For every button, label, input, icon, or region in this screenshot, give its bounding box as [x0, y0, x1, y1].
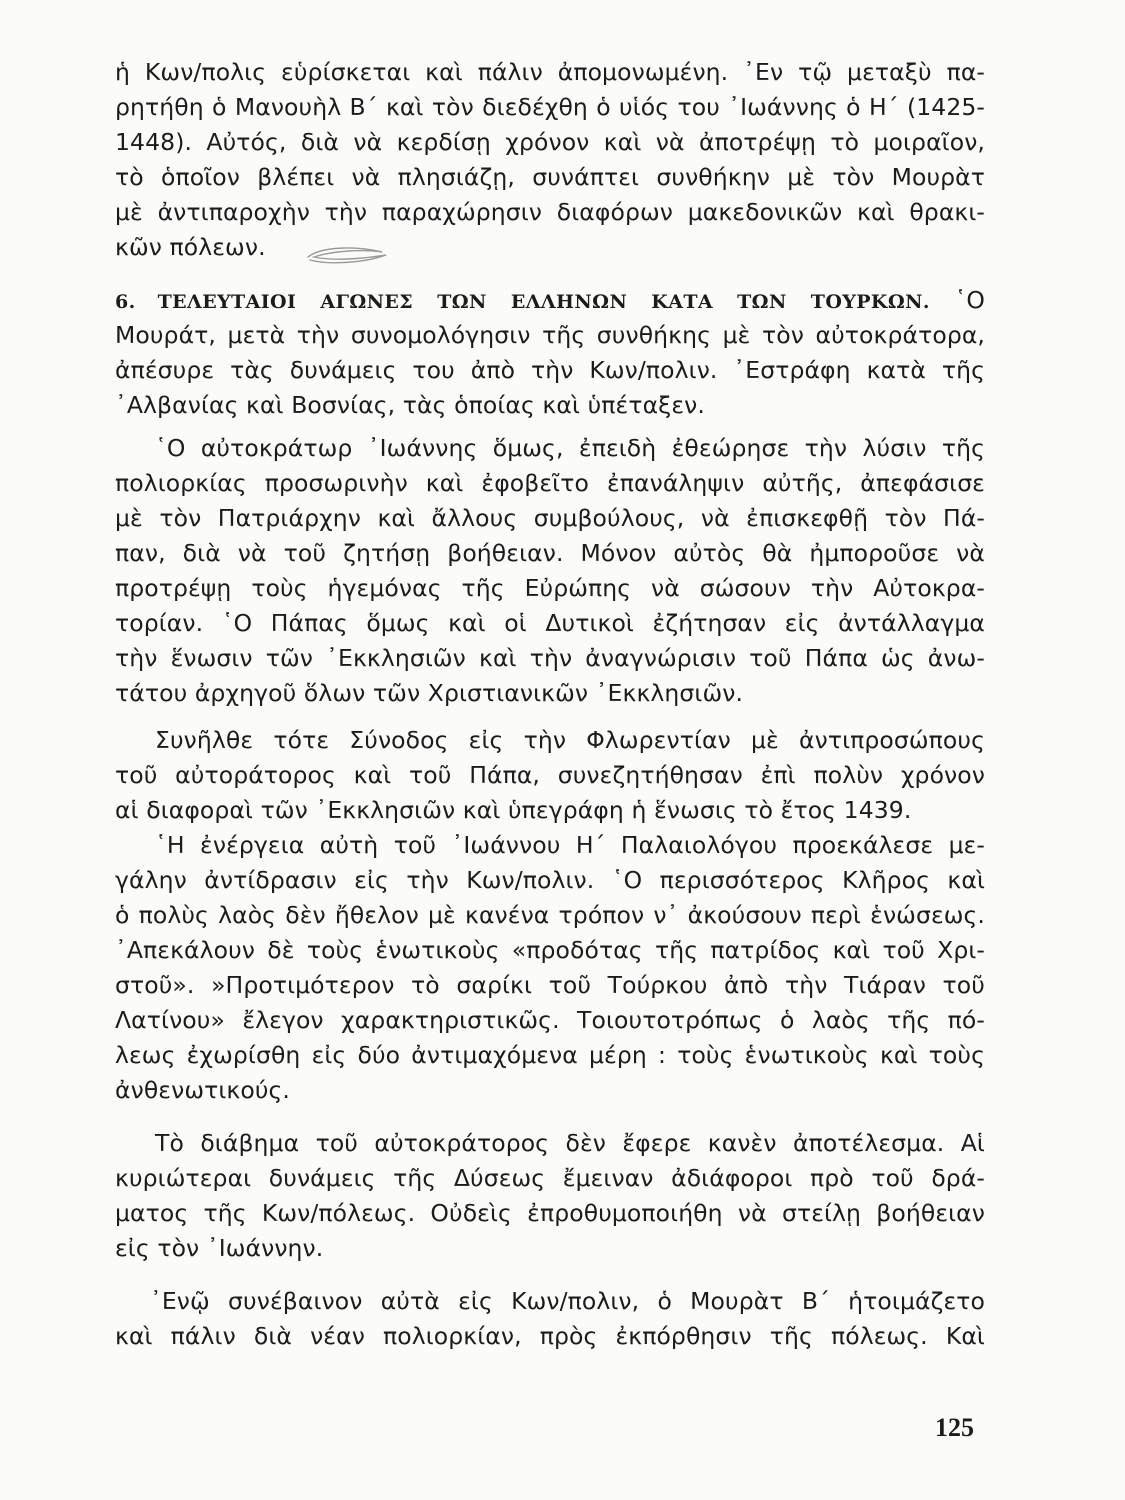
text-line: Λατίνου» ἔλεγον χαρακτηριστικῶς. Τοιουτοτρόπως ὁ λαὸς τῆς πό-: [115, 1006, 985, 1034]
text-line: κυριώτεραι δυνάμεις τῆς Δύσεως ἔμειναν ἀδιάφοροι πρὸ τοῦ δρά-: [115, 1164, 985, 1192]
pen-scribble-mark: [302, 243, 390, 267]
text-line: ᾿Ενῷ συνέβαινον αὐτὰ εἰς Κων/πολιν, ὁ Μουρὰτ Β΄ ἡτοιμάζετο: [150, 1287, 985, 1315]
text-line: τάτου ἀρχηγοῦ ὅλων τῶν Χριστιανικῶν ᾿Εκκλησιῶν.: [115, 679, 744, 707]
text-line: Μουράτ, μετὰ τὴν συνομολόγησιν τῆς συνθήκης μὲ τὸν αὐτοκράτορα,: [115, 321, 985, 349]
text-line: ὁ πολὺς λαὸς δὲν ἤθελον μὲ κανένα τρόπον ν᾿ ἀκούσουν περὶ ἑνώσεως.: [115, 901, 985, 929]
text-line: 1448). Αὐτός, διὰ νὰ κερδίσῃ χρόνον καὶ νὰ ἀποτρέψῃ τὸ μοιραῖον,: [115, 128, 985, 156]
text-line: πολιορκίας προσωρινὴν καὶ ἐφοβεῖτο ἐπανάληψιν αὐτῆς, ἀπεφάσισε: [115, 469, 985, 497]
section-heading-continuation: ῾Ο: [954, 286, 986, 314]
text-line: λεως ἐχωρίσθη εἰς δύο ἀντιμαχόμενα μέρη : τοὺς ἑνωτικοὺς καὶ τοὺς: [115, 1041, 985, 1069]
text-line: καὶ πάλιν διὰ νέαν πολιορκίαν, πρὸς ἐκπόρθησιν τῆς πόλεως. Καὶ: [115, 1322, 985, 1350]
text-line: προτρέψῃ τοὺς ἡγεμόνας τῆς Εὐρώπης νὰ σώσουν τὴν Αὐτοκρα-: [115, 574, 985, 602]
section-heading: [115, 283, 985, 318]
text-line: ρητήθη ὁ Μανουὴλ Β΄ καὶ τὸν διεδέχθη ὁ υἱός του ᾿Ιωάννης ὁ Η΄ (1425-: [115, 93, 985, 121]
text-line: ἡ Κων/πολις εὑρίσκεται καὶ πάλιν ἀπομονωμένη. ᾿Εν τῷ μεταξὺ πα-: [115, 58, 985, 86]
page-number: 125: [935, 1413, 974, 1442]
text-line: γάλην ἀντίδρασιν εἰς τὴν Κων/πολιν. ῾Ο περισσότερος Κλῆρος καὶ: [115, 866, 985, 894]
text-line: Τὸ διάβημα τοῦ αὐτοκράτορος δὲν ἔφερε κανὲν ἀποτέλεσμα. Αἱ: [155, 1129, 985, 1157]
text-line: τὸ ὁποῖον βλέπει νὰ πλησιάζῃ, συνάπτει συνθήκην μὲ τὸν Μουρὰτ: [115, 163, 985, 191]
text-line: αἱ διαφοραὶ τῶν ᾿Εκκλησιῶν καὶ ὑπεγράφη ἡ ἕνωσις τὸ ἔτος 1439.: [115, 796, 912, 824]
text-line: ἀνθενωτικούς.: [115, 1076, 290, 1104]
text-line: ᾿Απεκάλουν δὲ τοὺς ἑνωτικοὺς «προδότας τῆς πατρίδος καὶ τοῦ Χρι-: [115, 936, 985, 964]
text-line: τοῦ αὐτοράτορος καὶ τοῦ Πάπα, συνεζητήθησαν ἐπὶ πολὺν χρόνον: [115, 761, 985, 789]
paragraph: [115, 828, 985, 1108]
section-number: 6.: [115, 291, 136, 313]
section: [115, 283, 985, 423]
text-line: μὲ τὸν Πατριάρχην καὶ ἄλλους συμβούλους, νὰ ἐπισκεφθῇ τὸν Πά-: [115, 504, 985, 532]
text-line: παν, διὰ νὰ τοῦ ζητήσῃ βοήθειαν. Μόνον αὐτὸς θὰ ἠμποροῦσε νὰ: [115, 539, 985, 567]
text-line: Συνῆλθε τότε Σύνοδος εἰς τὴν Φλωρεντίαν μὲ ἀντιπροσώπους: [155, 726, 985, 754]
text-line: στοῦ». »Προτιμότερον τὸ σαρίκι τοῦ Τούρκου ἀπὸ τὴν Τιάραν τοῦ: [115, 971, 985, 999]
section-title: ΤΕΛΕΥΤΑΙΟΙ ΑΓΩΝΕΣ ΤΩΝ ΕΛΛΗΝΩΝ ΚΑΤΑ ΤΩΝ ΤΟΥΡΚΩΝ.: [157, 291, 930, 313]
text-line: εἰς τὸν ᾿Ιωάννην.: [115, 1234, 324, 1262]
paragraph: [115, 1284, 985, 1354]
text-line: μὲ ἀντιπαροχὴν τὴν παραχώρησιν διαφόρων μακεδονικῶν καὶ θρακι-: [115, 198, 985, 226]
paragraph: [115, 1126, 985, 1266]
text-line: τορίαν. ῾Ο Πάπας ὅμως καὶ οἱ Δυτικοὶ ἐζήτησαν εἰς ἀντάλλαγμα: [115, 609, 985, 637]
body-text: [115, 55, 985, 1354]
paragraph: [115, 431, 985, 711]
text-line: κῶν πόλεων.: [115, 233, 266, 261]
text-line: ᾿Αλβανίας καὶ Βοσνίας, τὰς ὁποίας καὶ ὑπέταξεν.: [115, 391, 705, 419]
text-line: ῾Η ἐνέργεια αὐτὴ τοῦ ᾿Ιωάννου Η΄ Παλαιολόγου προεκάλεσε με-: [155, 831, 985, 859]
paragraph: [115, 55, 985, 265]
text-line: ἀπέσυρε τὰς δυνάμεις του ἀπὸ τὴν Κων/πολιν. ᾿Εστράφη κατὰ τῆς: [115, 356, 985, 384]
text-line: ματος τῆς Κων/πόλεως. Οὐδεὶς ἐπροθυμοποιήθη νὰ στείλῃ βοήθειαν: [115, 1199, 985, 1227]
text-line: ῾Ο αὐτοκράτωρ ᾿Ιωάννης ὅμως, ἐπειδὴ ἐθεώρησε τὴν λύσιν τῆς: [155, 434, 985, 462]
paragraph: [115, 723, 985, 828]
text-line: τὴν ἕνωσιν τῶν ᾿Εκκλησιῶν καὶ τὴν ἀναγνώρισιν τοῦ Πάπα ὡς ἀνω-: [115, 644, 985, 672]
